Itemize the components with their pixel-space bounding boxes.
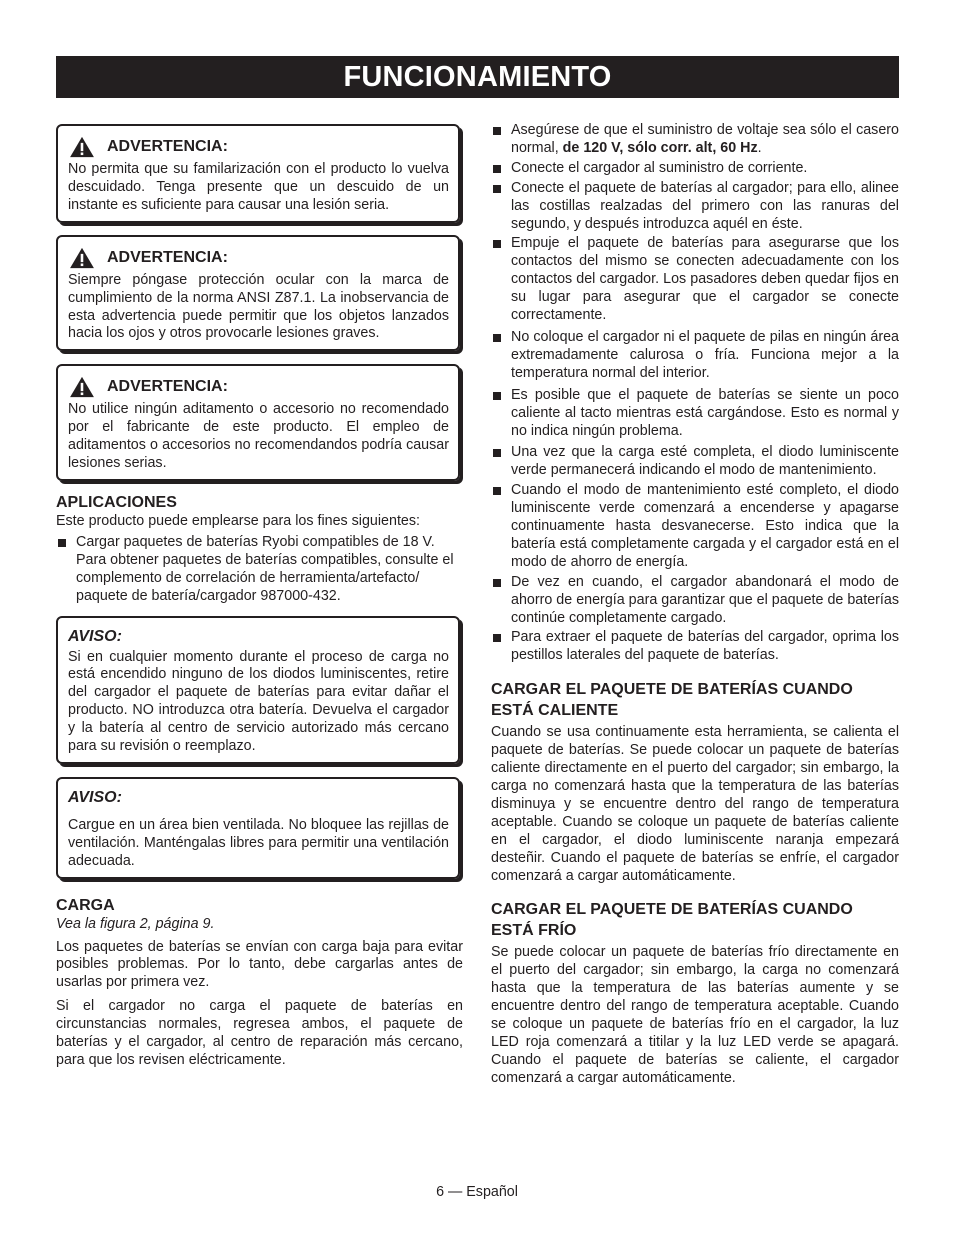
warning-text: Siempre póngase protección ocular con la marca de cumplimiento de la norma ANSI Z87.1. La inobservancia de esta advertencia puede permitir que los objetos lanzados hacia los ojos y otros provocarle lesiones graves.	[68, 271, 449, 342]
warning-text: No utilice ningún aditamento o accesorio no recomendado por el fabricante de este producto. El empleo de aditamentos o accesorios no recomendandos podría causar lesiones serias.	[68, 401, 449, 472]
left-column	[56, 124, 463, 1070]
warning-box-2	[56, 235, 460, 352]
warning-title: ADVERTENCIA:	[107, 378, 228, 396]
caliente-text: Cuando se usa continuamente esta herramienta, se calienta el paquete de baterías. Se puede colocar un paquete de baterías caliente directamente en el puerto del cargador; sin embargo, la carga no comenzará hasta que la temperatura de las baterías disminuya y se encuentre dentro del rango de temperatura aceptable. Cuando se coloque un paquete de baterías caliente en el cargador, el diodo luminiscente naranja empezará desteñir. Cuando el paquete de baterías se enfríe, el cargador comenzará a cargar automáticamente.	[491, 724, 899, 884]
page-number: 6 — Español	[436, 1184, 518, 1200]
warning-box-3	[56, 364, 460, 481]
aviso-text: Si en cualquier momento durante el proceso de carga no está encendido ninguno de los diodos luminiscentes, retire del cargador el paquete de baterías para evitar dañar el producto. NO introduzca otra batería. Devuelva el cargador y la batería al centro de servicio autorizado más cercano para su revisión o reemplazo.	[68, 648, 449, 755]
warning-text: No permita que su familarización con el producto lo vuelva descuidado. Tenga presente que un descuido de un instante es suficiente para causar una lesión seria.	[68, 161, 449, 213]
list-item: Empuje el paquete de baterías para asegurarse que los contactos del mismo se conecten adecuadamente con los contactos del cargador. Los pasadores deben quedar fijos en su lugar para asegurar que el cargador se conecte correctamente.	[491, 235, 899, 325]
list-item: Cargar paquetes de baterías Ryobi compatibles de 18 V. Para obtener paquetes de baterías compatibles, consulte el complemento de correlación de herramienta/artefacto/ paquete de batería/cargador 987000-432.	[56, 534, 463, 606]
frio-heading: CARGAR EL PAQUETE DE BATERÍAS CUANDO ESTÁ FRÍO	[491, 901, 853, 940]
warning-triangle-icon	[68, 247, 96, 269]
frio-text: Se puede colocar un paquete de baterías frío directamente en el puerto del cargador; sin embargo, la carga no comenzará hasta que la temperatura de las baterías aumente y se encuentre dentro del rango de temperatura aceptable. Cuando se coloque un paquete de baterías frío en el cargador, la luz LED roja comenzará a titilar y la luz LED verde se apagará. Cuando el paquete de baterías se caliente, el cargador comenzará a cargar automáticamente.	[491, 944, 899, 1086]
list-item: Una vez que la carga esté completa, el diodo luminiscente verde permanecerá indicando el modo de mantenimiento.	[491, 444, 899, 480]
carga-subheading: Vea la figura 2, página 9.	[56, 915, 215, 932]
list-item: Es posible que el paquete de baterías se siente un poco caliente al tacto mientras está cargándose. Esto es normal y no indica ningún problema.	[491, 387, 899, 441]
aplicaciones-list	[56, 534, 463, 606]
list-item: De vez en cuando, el cargador abandonará el modo de ahorro de energía para garantizar que el paquete de baterías continúe completamente cargado.	[491, 574, 899, 628]
list-item: Asegúrese de que el suministro de voltaje sea sólo el casero normal, de 120 V, sólo corr. alt, 60 Hz.	[491, 122, 899, 158]
aviso-box-2	[56, 777, 460, 879]
caliente-heading: CARGAR EL PAQUETE DE BATERÍAS CUANDO ESTÁ CALIENTE	[491, 681, 853, 720]
aviso-title: AVISO:	[68, 627, 122, 645]
list-item: Para extraer el paquete de baterías del cargador, oprima los pestillos laterales del paquete de baterías.	[491, 629, 899, 665]
aviso-text: Cargue en un área bien ventilada. No bloquee las rejillas de ventilación. Manténgalas libres para permitir una ventilación adecuada.	[68, 816, 449, 869]
carga-paragraph-2: Si el cargador no carga el paquete de baterías en circunstancias normales, regresea ambos, el paquete de baterías y el cargador, al centro de reparación más cercano, para que los revisen eléctricamente.	[56, 998, 463, 1068]
warning-title: ADVERTENCIA:	[107, 248, 228, 266]
charging-steps-list	[491, 122, 899, 665]
aviso-box-1	[56, 616, 460, 764]
aviso-title: AVISO:	[68, 788, 122, 806]
right-column	[491, 122, 899, 1088]
aplicaciones-intro: Este producto puede emplearse para los fines siguientes:	[56, 512, 420, 529]
warning-triangle-icon	[68, 136, 96, 158]
list-item: Conecte el cargador al suministro de corriente.	[491, 160, 899, 178]
carga-heading: CARGA	[56, 896, 115, 914]
list-item: No coloque el cargador ni el paquete de pilas en ningún área extremadamente calurosa o fría. Funciona mejor a la temperatura normal del interior.	[491, 329, 899, 383]
list-item: Conecte el paquete de baterías al cargador; para ello, alinee las costillas realzadas del primero con las ranuras del segundo, y después introduzca aquél en éste.	[491, 180, 899, 234]
warning-box-1	[56, 124, 460, 223]
warning-triangle-icon	[68, 376, 96, 398]
section-title-banner: FUNCIONAMIENTO	[56, 56, 899, 98]
carga-paragraph-1: Los paquetes de baterías se envían con carga baja para evitar posibles problemas. Por lo tanto, debe cargarlas antes de usarlas por primera vez.	[56, 938, 463, 991]
warning-title: ADVERTENCIA:	[107, 138, 228, 155]
list-item: Cuando el modo de mantenimiento esté completo, el diodo luminiscente verde comenzará a encenderse y apagarse continuamente hasta desvanecerse. Esto indica que la batería está completamente cargada y el cargador está en el modo de ahorro de energía.	[491, 482, 899, 572]
aplicaciones-heading: APLICACIONES	[56, 493, 177, 511]
